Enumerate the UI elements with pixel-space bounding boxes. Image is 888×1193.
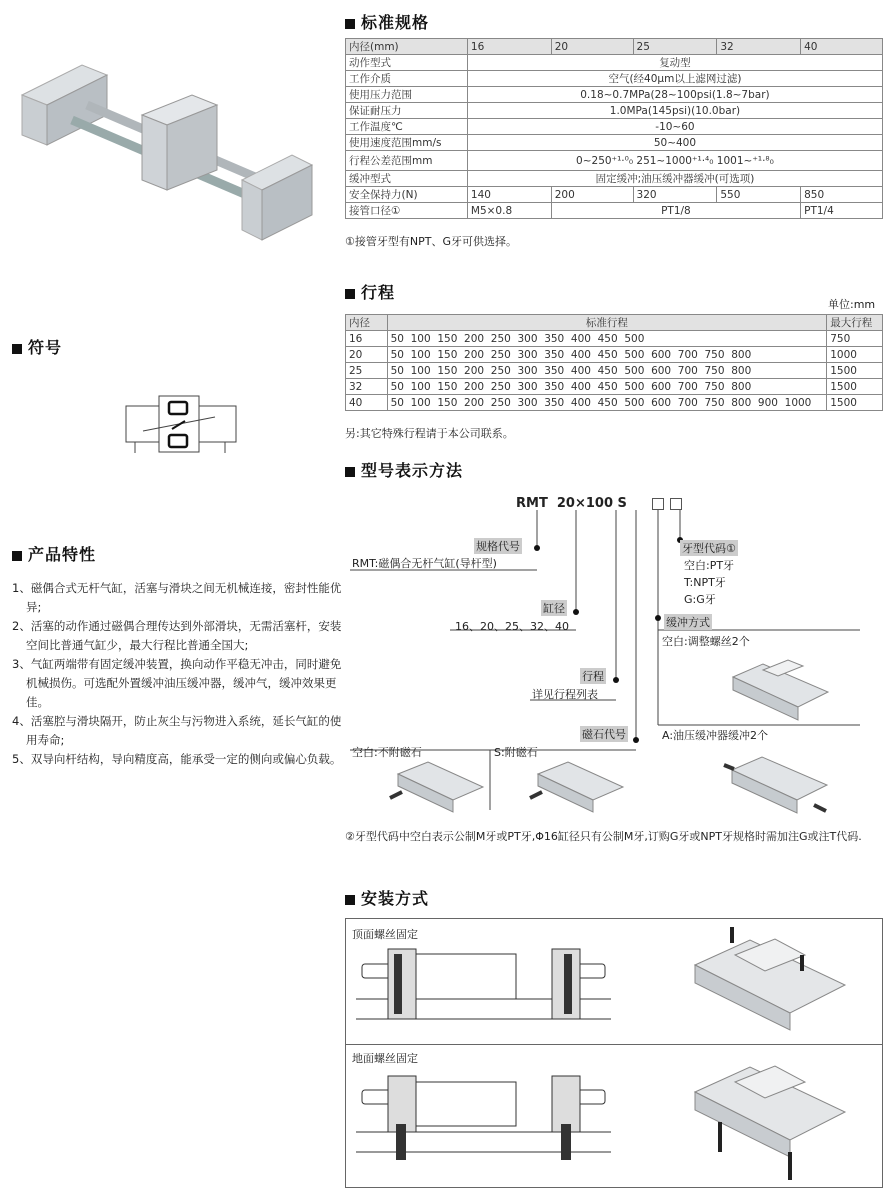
magnet-none: 空白:不附磁石: [352, 746, 422, 759]
mount-top-label: 顶面螺丝固定: [352, 928, 418, 941]
stroke-table: [345, 314, 883, 411]
feature-item: 5、双导向杆结构，导向精度高，能承受一定的侧向或偏心负载。: [12, 752, 342, 766]
table-row: 使用速度范围mm/s 50~400: [346, 135, 883, 151]
cylinder-image-with-magnet: [528, 752, 628, 818]
stroke-note: 另:其它特殊行程请于本公司联系。: [345, 427, 514, 440]
features-heading: 产品特性: [12, 542, 96, 565]
bore-desc: 16、20、25、32、40: [455, 620, 569, 633]
table-row: 缓冲型式 固定缓冲;油压缓冲器缓冲(可选项): [346, 171, 883, 187]
table-row: 安全保持力(N) 140 200 320 550 850: [346, 187, 883, 203]
cylinder-image-shock-absorber: [722, 745, 834, 817]
model-note: ②牙型代码中空白表示公制M牙或PT牙,Φ16缸径只有公制M牙,订购G牙或NPT牙规格时需加注G或注T代码.: [345, 830, 862, 843]
table-row: 16 50 100 150 200 250 300 350 400 450 500 750: [346, 331, 883, 347]
bottom-mount-section-drawing: [356, 1074, 611, 1164]
table-row: 32 50 100 150 200 250 300 350 400 450 500 600 700 750 800 1500: [346, 379, 883, 395]
feature-item: 3、气缸两端带有固定缓冲装置，换向动作平稳无冲击，同时避免机械损伤。可选配外置缓冲油压缓冲器，缓冲气，缓冲效果更佳。: [12, 657, 342, 709]
table-row: 行程公差范围mm 0~250⁺¹·⁰₀ 251~1000⁺¹·⁴₀ 1001~⁺¹·⁸₀: [346, 151, 883, 171]
spec-table: [345, 38, 883, 219]
unit-label: 单位:mm: [828, 298, 876, 311]
product-image: [12, 60, 322, 245]
top-mount-iso-drawing: [690, 925, 850, 1037]
cylinder-image-no-magnet: [388, 752, 488, 818]
table-row: 保证耐压力 1.0MPa(145psi)(10.0bar): [346, 103, 883, 119]
stroke-header-row: 内径 标准行程 最大行程: [346, 315, 883, 331]
mount-divider: [345, 1044, 883, 1045]
option-box: [670, 498, 682, 510]
mount-heading: 安装方式: [345, 886, 429, 909]
spec-header-row: 内径(mm) 16 20 25 32 40: [346, 39, 883, 55]
table-row: 工作温度℃ -10~60: [346, 119, 883, 135]
magnet-s: S:附磁石: [494, 746, 538, 759]
cushion-tag: 缓冲方式: [666, 616, 710, 629]
top-mount-section-drawing: [356, 944, 611, 1034]
stroke-tag: 行程: [582, 670, 604, 683]
model-heading: 型号表示方法: [345, 458, 463, 481]
stroke-heading: 行程: [345, 280, 395, 303]
spec-note: ①接管牙型有NPT、G牙可供选择。: [345, 235, 517, 248]
thread-tag: 牙型代码①: [682, 542, 736, 555]
series-tag: 规格代号: [476, 540, 520, 553]
feature-item: 2、活塞的动作通过磁偶合理传达到外部滑块，无需活塞杆，安装空间比普通气缸少，最大行程比普通全国大;: [12, 619, 342, 652]
table-row: 20 50 100 150 200 250 300 350 400 450 500 600 700 750 800 1000: [346, 347, 883, 363]
series-desc: RMT:磁偶合无杆气缸(导杆型): [352, 557, 497, 570]
features-list: [12, 579, 342, 769]
option-box: [652, 498, 664, 510]
table-row: 工作介质 空气(经40μm以上滤网过滤): [346, 71, 883, 87]
spec-heading: 标准规格: [345, 10, 429, 33]
bore-tag: 缸径: [543, 602, 565, 615]
table-row: 动作型式 复动型: [346, 55, 883, 71]
bottom-mount-iso-drawing: [690, 1052, 850, 1182]
magnet-tag: 磁石代号: [582, 728, 626, 741]
cushion-a: A:油压缓冲器缓冲2个: [662, 729, 769, 742]
table-row: 40 50 100 150 200 250 300 350 400 450 500 600 700 750 800 900 1000 1500: [346, 395, 883, 411]
feature-item: 4、活塞腔与滑块隔开，防止灰尘与污物进入系统，延长气缸的使用寿命;: [12, 714, 342, 747]
table-row: 25 50 100 150 200 250 300 350 400 450 500 600 700 750 800 1500: [346, 363, 883, 379]
symbol-heading: 符号: [12, 335, 62, 358]
mount-bottom-label: 地面螺丝固定: [352, 1052, 418, 1065]
thread-option: 空白:PT牙: [684, 559, 735, 572]
cushion-blank: 空白:调整螺丝2个: [662, 635, 750, 648]
model-code: RMT 20×100 S: [516, 496, 627, 511]
cylinder-image-adjust-screw: [728, 652, 836, 724]
feature-item: 1、磁偶合式无杆气缸，活塞与滑块之间无机械连接，密封性能优异;: [12, 581, 342, 614]
stroke-desc: 详见行程列表: [532, 688, 598, 701]
pneumatic-symbol: [125, 395, 237, 455]
table-row: 接管口径① M5×0.8 PT1/8 PT1/4: [346, 203, 883, 219]
table-row: 使用压力范围 0.18~0.7MPa(28~100psi(1.8~7bar): [346, 87, 883, 103]
thread-option: T:NPT牙: [684, 576, 726, 589]
thread-option: G:G牙: [684, 593, 716, 606]
